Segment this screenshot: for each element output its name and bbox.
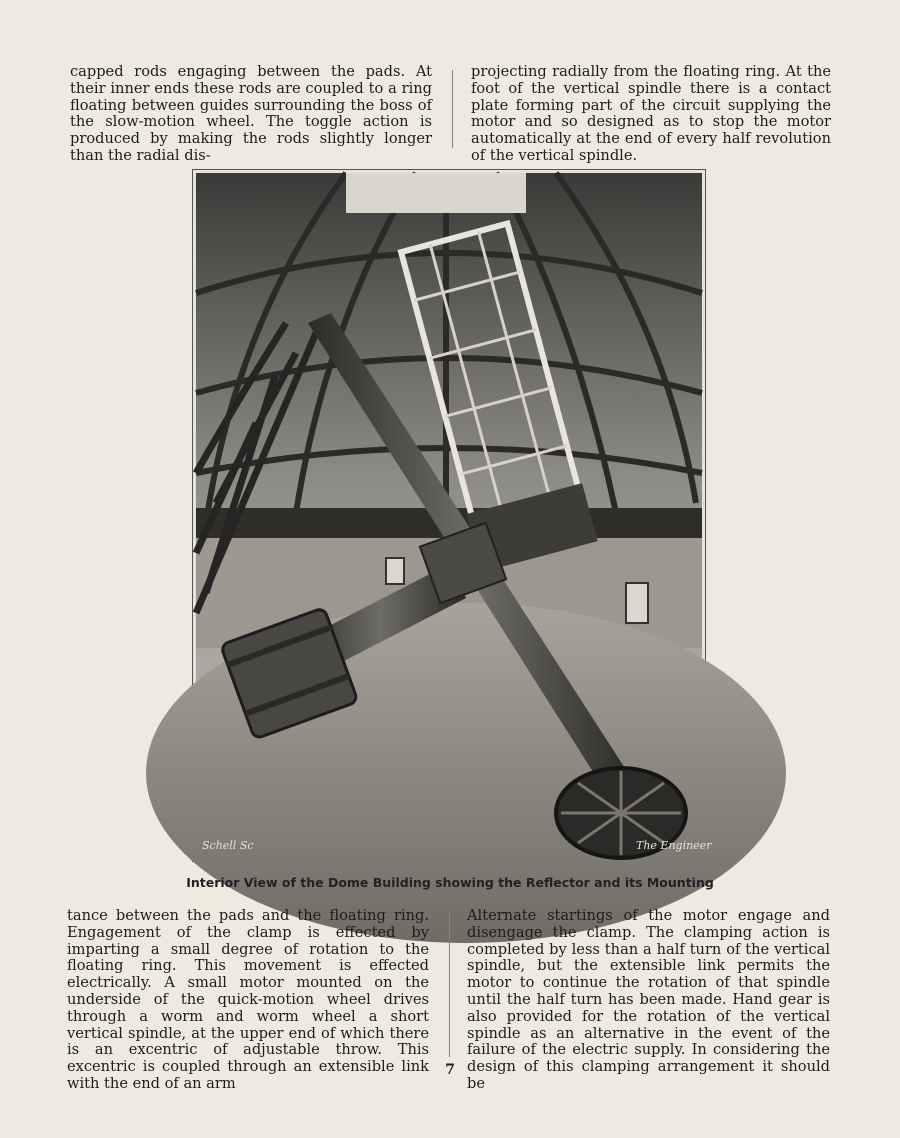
bottom-right-paragraph: Alternate startings of the motor engage and disengage the clamp. The clamping action is completed by less than a half turn of the vertical spindle, but the extensible link permits the motor to continue the rotation of that spindle until the half turn has been made. Hand gear is also provided for the rotation of the vertical spindle as an alternative in the event of the failure of the electric supply. In considering the design of this clamping arrangement it should be [467, 907, 830, 1092]
telescope-illustration [196, 173, 712, 858]
page-number: 7 [445, 1062, 455, 1078]
bottom-left-paragraph: tance between the pads and the floating ring. Engagement of the clamp is effected by imparting a small degree of rotation to the floating ring. This movement is effected electrically. A small motor mounted on the underside of the quick-motion wheel drives through a worm and worm wheel a short vertical spindle, at the upper end of which there is an excentric of adjustable throw. This excentric is coupled through an extensible link with the end of an arm [67, 907, 429, 1092]
wall-window-left [386, 558, 404, 584]
dome-interior-photo [192, 169, 712, 862]
dome-slit [346, 173, 526, 213]
photo-caption: Interior View of the Dome Building showing the Reflector and its Mounting [186, 875, 714, 890]
top-right-column [471, 64, 831, 165]
column-divider-bottom [449, 913, 450, 1057]
top-left-paragraph: capped rods engaging between the pads. At their inner ends these rods are coupled to a ring floating between guides surrounding the boss of the slow-motion wheel. The toggle action is produced by making the rods slightly longer than the radial dis- [70, 63, 432, 164]
wall-window [626, 583, 648, 623]
photo-signature-right: The Engineer [636, 839, 712, 852]
top-right-paragraph: projecting radially from the floating ring. At the foot of the vertical spindle there is a contact plate forming part of the circuit supplying the motor and so designed as to stop the motor automatically at the end of every half revolution of the vertical spindle. [471, 63, 831, 164]
column-divider-top [452, 70, 453, 148]
photo-signature-left: Schell Sc [202, 839, 254, 852]
top-left-column [70, 64, 432, 165]
